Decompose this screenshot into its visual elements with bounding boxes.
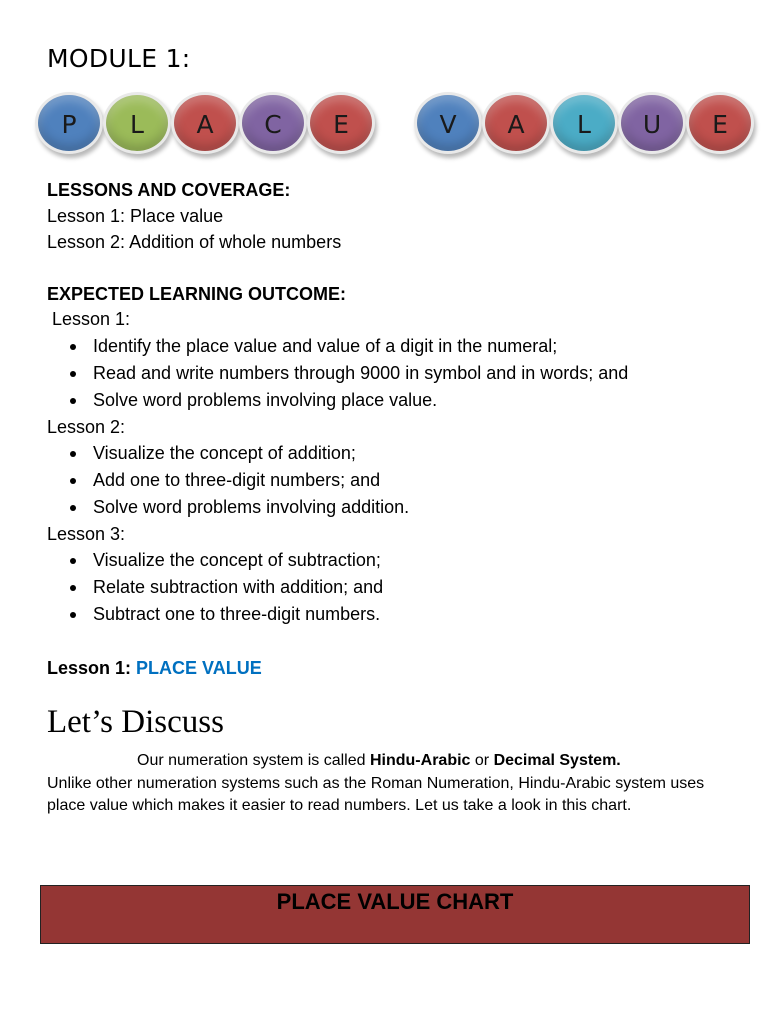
para-rest: Unlike other numeration systems such as the Roman Numeration, Hindu-Arabic system uses place value which makes it easier to read numbers. Let us take a look in this chart. bbox=[47, 774, 705, 814]
banner-letter-bubble: L bbox=[550, 92, 618, 154]
banner-letter-bubble: V bbox=[414, 92, 482, 154]
list-item: Relate subtraction with addition; and bbox=[70, 574, 383, 601]
module-title: MODULE 1: bbox=[47, 44, 191, 73]
banner-letter-bubble: U bbox=[618, 92, 686, 154]
outcome-bullet-list bbox=[70, 440, 409, 521]
para-bold-decimal: Decimal System. bbox=[493, 752, 621, 769]
lesson1-title bbox=[47, 655, 262, 681]
banner-letter-bubble: P bbox=[35, 92, 103, 154]
list-item: Add one to three-digit numbers; and bbox=[70, 467, 409, 494]
banner-letter-bubble: E bbox=[686, 92, 754, 154]
outcome-group-label: Lesson 2: bbox=[47, 417, 126, 437]
banner-letter-bubble: E bbox=[307, 92, 375, 154]
coverage-item: Lesson 1: Place value bbox=[47, 206, 224, 226]
list-item: Read and write numbers through 9000 in symbol and in words; and bbox=[70, 360, 628, 387]
outcome-bullet-list bbox=[70, 547, 383, 628]
discuss-paragraph bbox=[47, 750, 727, 818]
list-item: Solve word problems involving place value. bbox=[70, 387, 628, 414]
outcome-bullet-list bbox=[70, 333, 628, 414]
outcomes-heading: EXPECTED LEARNING OUTCOME: bbox=[47, 284, 347, 304]
bullet-icon bbox=[70, 451, 76, 457]
lessons-coverage-heading: LESSONS AND COVERAGE: bbox=[47, 180, 291, 200]
lesson1-topic: PLACE VALUE bbox=[136, 658, 262, 678]
lesson1-prefix: Lesson 1: bbox=[47, 658, 137, 678]
lessons-coverage-section bbox=[47, 177, 341, 255]
place-value-banner bbox=[0, 90, 768, 152]
list-item: Visualize the concept of subtraction; bbox=[70, 547, 383, 574]
list-item: Solve word problems involving addition. bbox=[70, 494, 409, 521]
para-bold-hindu-arabic: Hindu-Arabic bbox=[369, 752, 471, 769]
outcome-group-label: Lesson 3: bbox=[47, 524, 126, 544]
bullet-icon bbox=[70, 344, 76, 350]
outcome-group-label: Lesson 1: bbox=[47, 309, 131, 329]
bullet-icon bbox=[70, 398, 76, 404]
banner-letter-bubble: L bbox=[103, 92, 171, 154]
list-item: Identify the place value and value of a digit in the numeral; bbox=[70, 333, 628, 360]
bullet-icon bbox=[70, 371, 76, 377]
chart-banner-title: PLACE VALUE CHART bbox=[276, 889, 514, 914]
para-or: or bbox=[470, 752, 494, 769]
banner-letter-bubble: A bbox=[171, 92, 239, 154]
discuss-heading: Let’s Discuss bbox=[47, 704, 224, 740]
coverage-item: Lesson 2: Addition of whole numbers bbox=[47, 232, 342, 252]
list-item: Subtract one to three-digit numbers. bbox=[70, 601, 383, 628]
bullet-icon bbox=[70, 585, 76, 591]
banner-letter-bubble: C bbox=[239, 92, 307, 154]
para-intro: Our numeration system is called bbox=[137, 752, 370, 769]
bullet-icon bbox=[70, 558, 76, 564]
bullet-icon bbox=[70, 478, 76, 484]
list-item: Visualize the concept of addition; bbox=[70, 440, 409, 467]
banner-letter-bubble: A bbox=[482, 92, 550, 154]
place-value-chart-banner bbox=[40, 885, 750, 944]
bullet-icon bbox=[70, 612, 76, 618]
bullet-icon bbox=[70, 505, 76, 511]
